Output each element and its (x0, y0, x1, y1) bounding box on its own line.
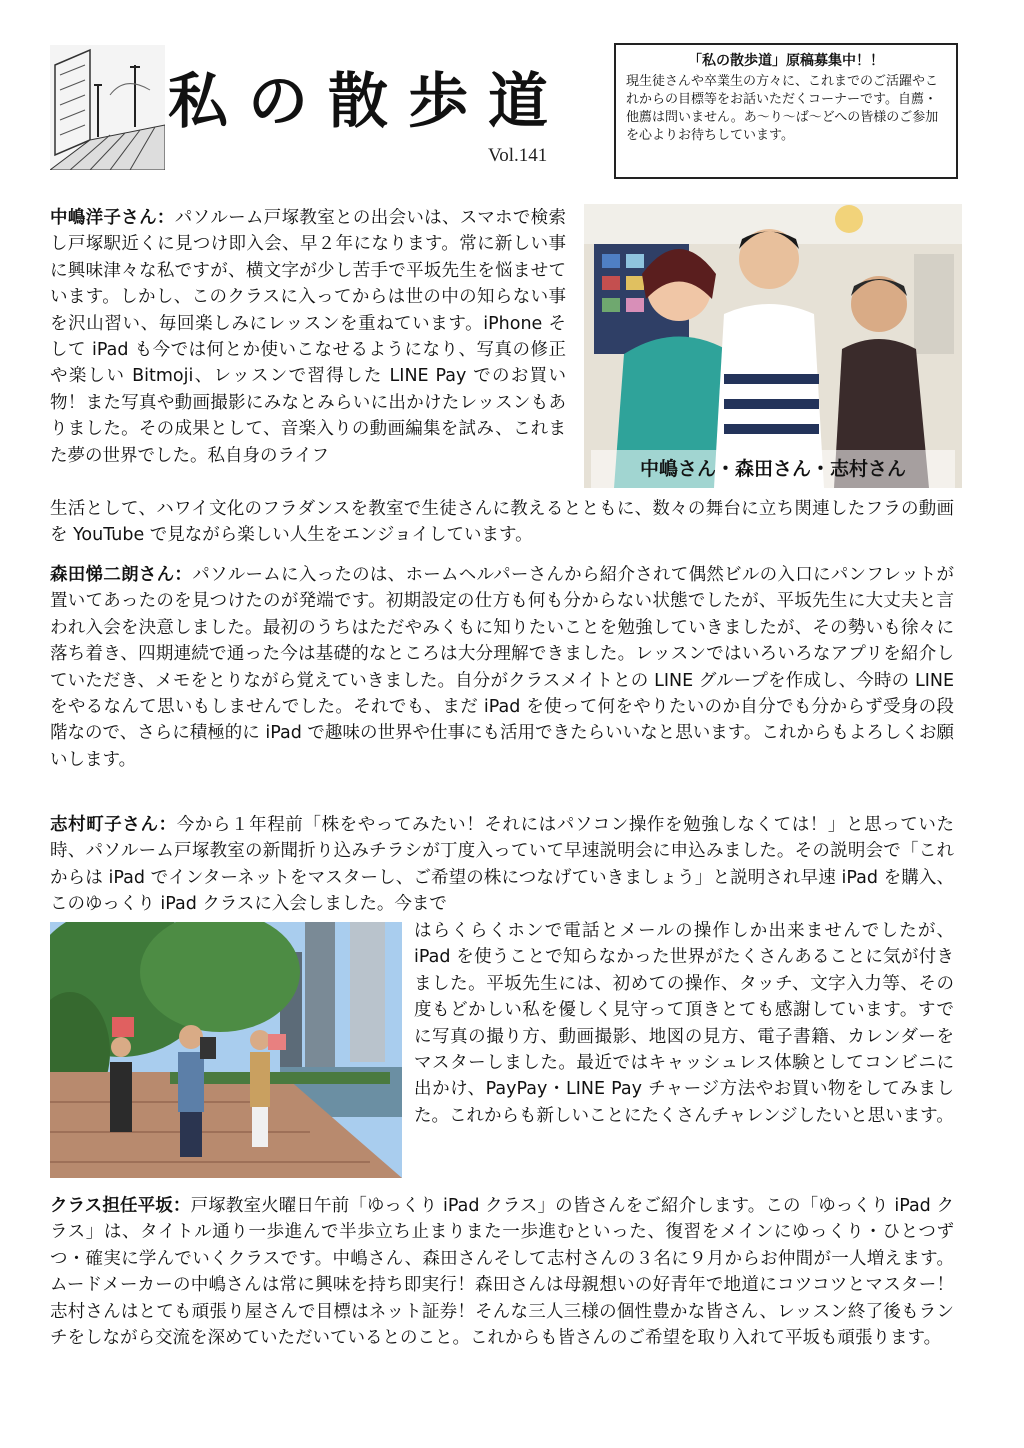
header-sketch-image (50, 45, 165, 170)
section-text: パソルーム戸塚教室との出会いは、スマホで検索し戸塚駅近くに見つけ即入会、早２年になります。常に新しい事に興味津々な私ですが、横文字が少し苦手で平坂先生を悩ませています。しかし、このクラスに入ってからは世の中の知らない事を沢山習い、毎回楽しみにレッスンを重ねています。iPhone そして iPad も今では何とか使いこなせるようになり、写真の修正や楽しい Bitmoji、レッスンで習得した LINE Pay でのお買い物！また写真や動画撮影にみなとみらいに出かけたレッスンもありました。その成果として、音楽入りの動画編集を試み、これまた夢の世界でした。私自身のライフ (50, 208, 566, 466)
notice-title: 「私の散歩道」原稿募集中！！ (688, 53, 884, 69)
author-name: 中嶋洋子さん： (50, 208, 175, 228)
section-shimura-continued: はらくらくホンで電話とメールの操作しか出来ませんでしたが、iPad を使うことで知らなかった世界がたくさんあることに気が付きました。平坂先生には、初めての操作、タッチ、文字入力等、その度もどかしい私を優しく見守って頂きとても感謝しています。すでに写真の撮り方、動画撮影、地図の見方、電子書籍、カレンダーをマスターしました。最近ではキャッシュレス体験としてコンビニに出かけ、PayPay・LINE Pay チャージ方法やお買い物をしてみました。これからも新しいことにたくさんチャレンジしたいと思います。 (414, 921, 954, 1126)
section-text: パソルームに入ったのは、ホームヘルパーさんから紹介されて偶然ビルの入口にパンフレットが置いてあったのを見つけたのが発端です。初期設定の仕方も何も分からない状態でしたが、平坂先生に大丈夫と言われ入会を決意しました。最初のうちはただやみくもに知りたいことを勉強していきましたが、その勢いも徐々に落ち着き、四期連続で通った今は基礎的なところは大分理解できました。レッスンではいろいろなアプリを紹介していただき、メモをとりながら覚えていきました。自分がクラスメイトとの LINE グループを作成し、今時の LINE をやるなんて思いもしませんでした。それでも、まだ iPad を使って何をやりたいのか自分でも分からず受身の段階なので、さらに積極的に iPad で趣味の世界や仕事にも活用できたらいいなと思います。これからもよろしくお願いします。 (50, 565, 955, 770)
section-nakajima-continued: 生活として、ハワイ文化のフラダンスを教室で生徒さんに教えるとともに、数々の舞台に立ち関連したフラの動画を YouTube で見ながら楽しい人生をエンジョイしています。 (50, 499, 954, 546)
section-morita (50, 562, 954, 800)
volume-number: Vol.141 (488, 145, 548, 166)
section-teacher (50, 1193, 954, 1383)
author-name: 志村町子さん： (50, 815, 177, 835)
page-title: 私の散歩道 (168, 67, 568, 137)
author-name: 森田悌二朗さん： (50, 565, 193, 585)
section-nakajima (50, 205, 566, 495)
notice-body: 現生徒さんや卒業生の方々に、これまでのご活躍やこれからの目標等をお話いただくコーナーです。自薦・他薦は問いません。あ～り～ば～どへの皆様のご参加を心よりお待ちしています。 (626, 74, 939, 143)
section-shimura (50, 812, 954, 920)
outdoor-photo (50, 922, 402, 1178)
notice-box (614, 43, 958, 179)
author-name: クラス担任平坂： (50, 1196, 191, 1216)
group-photo (584, 204, 962, 488)
section-text: 戸塚教室火曜日午前「ゆっくり iPad クラス」の皆さんをご紹介します。この「ゆっくり iPad クラス」は、タイトル通り一歩進んで半歩立ち止まりまた一歩進むといった、復習をメインにゆっくり・ひとつずつ・確実に学んでいくクラスです。中嶋さん、森田さんそして志村さんの３名に９月からお仲間が一人増えます。ムードメーカーの中嶋さんは常に興味を持ち即実行！森田さんは母親想いの好青年で地道にコツコツとマスター！志村さんはとても頑張り屋さんで目標はネット証券！そんな三人三様の個性豊かな皆さん、レッスン終了後もランチをしながら交流を深めていただいているとのこと。これからも皆さんのご希望を取り入れて平坂も頑張ります。 (50, 1196, 954, 1349)
section-text: 今から１年程前「株をやってみたい！それにはパソコン操作を勉強しなくては！」と思っていた時、パソルーム戸塚教室の新聞折り込みチラシが丁度入っていて早速説明会に申込みました。その説明会で「これからは iPad でインターネットをマスターし、ご希望の株につなげていきましょう」と説明され早速 iPad を購入、このゆっくり iPad クラスに入会しました。今まで (50, 815, 955, 915)
photo-caption: 中嶋さん・森田さん・志村さん (591, 450, 955, 488)
